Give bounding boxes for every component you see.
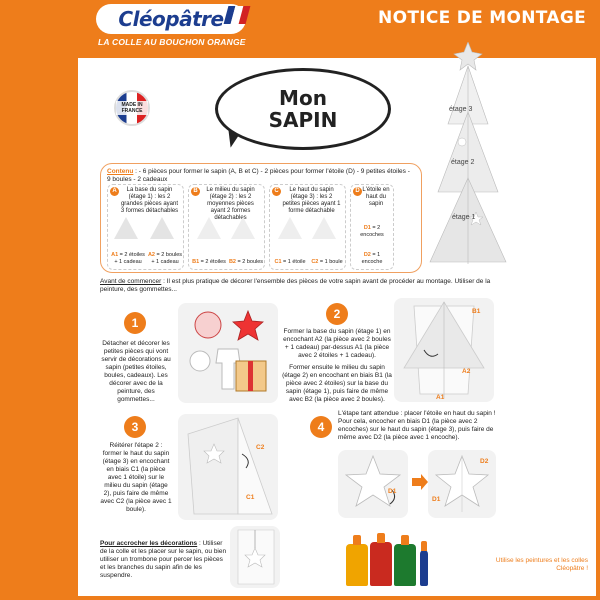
orange-right-band xyxy=(596,0,600,600)
part-title: Le haut du sapin (étage 3) : les 2 petites pièces ayant 1 forme détachable xyxy=(282,187,341,214)
intro-label: Avant de commencer xyxy=(100,278,162,285)
part-title: La base du sapin (étage 1) : les 2 grandes pièces ayant 3 formes détachables xyxy=(120,187,179,214)
step-3-number: 3 xyxy=(124,416,146,438)
step-3-text: Réitérer l'étape 2 : former le haut du sapin (étage 3) en encochant en biais C1 (la pièce avec 1 étoile) sur le milieu du sapin (étage 2), puis faire de même avec C2 (la pièce avec 1 boule). xyxy=(100,442,172,513)
part-a2-shape xyxy=(150,217,174,239)
part-piece-2: D2 = 1 encoche xyxy=(361,252,383,265)
part-piece-1: C1 = 1 étoile xyxy=(274,258,306,265)
parts-list xyxy=(107,184,394,270)
intro-note xyxy=(100,278,492,294)
step-2-text-a: Former la base du sapin (étage 1) en encochant A2 (la pièce avec 2 boules + 1 cadeau) par-dessus A1 (la pièce avec 2 étoiles + 1 cadeau). xyxy=(283,328,391,359)
part-a1-shape xyxy=(114,217,138,239)
decoration-label: Pour accrocher les décorations xyxy=(100,540,198,547)
step-1-illustration xyxy=(178,303,278,403)
label-a2: A2 xyxy=(462,368,471,375)
part-card-b xyxy=(188,184,265,270)
title-bubble xyxy=(215,68,391,150)
part-piece-2: B2 = 2 boules xyxy=(228,258,264,265)
tree-label-level-1: étage 1 xyxy=(452,214,476,221)
paint-bottle-green xyxy=(394,544,416,586)
orange-bottom-band xyxy=(0,596,600,600)
label-a1: A1 xyxy=(436,394,445,401)
paint-bottle-orange xyxy=(346,544,368,586)
step-4-illustration-a xyxy=(338,450,408,518)
part-letter-badge: D xyxy=(353,187,362,196)
tree-label-level-2: étage 2 xyxy=(451,159,475,166)
decoration-illustration xyxy=(230,526,280,588)
part-piece-1: B1 = 2 étoiles xyxy=(192,258,226,265)
label-d1-b: D1 xyxy=(432,496,441,503)
part-letter-badge: A xyxy=(110,187,119,196)
tree-label-level-3: étage 3 xyxy=(449,106,473,113)
glue-stick xyxy=(420,550,428,586)
brand-tagline: LA COLLE AU BOUCHON ORANGE xyxy=(98,37,246,47)
contents-header xyxy=(107,168,415,184)
label-b1: B1 xyxy=(472,308,481,315)
part-b1-shape xyxy=(197,217,221,239)
part-b2-shape xyxy=(231,217,255,239)
brand-logo xyxy=(96,4,246,34)
part-piece-2: A2 = 2 boules + 1 cadeau xyxy=(147,252,183,265)
contents-box xyxy=(100,163,422,273)
part-piece-1: D1 = 2 encoches xyxy=(360,225,384,238)
step-4-number: 4 xyxy=(310,416,332,438)
assembled-tree-illustration xyxy=(428,42,508,274)
orange-left-band xyxy=(0,0,78,600)
label-d2: D2 xyxy=(480,458,489,465)
label-c2: C2 xyxy=(256,444,265,451)
brand-name: Cléopâtre xyxy=(118,7,224,31)
step-2-text-b: Former ensuite le milieu du sapin (étage 2) en encochant en biais B1 (la pièce avec 2 étoiles) sur la base du sapin (étage 1), puis faire de même avec B2 (la pièce avec 2 boules). xyxy=(282,364,392,403)
part-piece-2: C2 = 1 boule xyxy=(311,258,343,265)
bubble-title-line2: SAPIN xyxy=(268,108,338,132)
decoration-text: : Utiliser de la colle et les placer sur le sapin, ou bien utiliser un trombone pour percer les pièces et les branches du sapin afin de les suspendre. xyxy=(100,540,227,579)
part-piece-1: A1 = 2 étoiles + 1 cadeau xyxy=(111,252,145,265)
part-c1-shape xyxy=(278,217,302,239)
badge-text: MADE IN FRANCE xyxy=(116,101,148,115)
contents-label: Contenu xyxy=(107,168,134,175)
step-1-text: Détacher et décorer les petites pièces qui vont servir de décorations au sapin (petites étoiles, boules, cadeaux). Les décorer avec de la peinture, des gommettes... xyxy=(101,340,171,403)
made-in-france-badge xyxy=(114,90,150,126)
step-1-number: 1 xyxy=(124,312,146,334)
label-c1: C1 xyxy=(246,494,255,501)
contents-text: : - 6 pièces pour former le sapin (A, B et C) - 2 pièces pour former l'étoile (D) - 9 petites étoiles - 9 boules - 2 cadeaux xyxy=(107,168,410,183)
arrow-right-icon xyxy=(412,474,428,490)
bubble-title-line1: Mon xyxy=(279,86,327,110)
page-title: NOTICE DE MONTAGE xyxy=(378,8,586,28)
decoration-note xyxy=(100,540,230,580)
step-4-text: L'étape tant attendue : placer l'étoile en haut du sapin ! Pour cela, encocher en biais D1 (la pièce avec 2 encoches) sur le haut du sapin (étage 3), puis faire de même avec D2 (la pièce avec 1 encoche). xyxy=(338,410,496,441)
part-title: Le milieu du sapin (étage 2) : les 2 moyennes pièces ayant 2 formes détachables xyxy=(206,187,255,221)
part-card-d xyxy=(350,184,394,270)
paint-bottle-red xyxy=(370,542,392,586)
part-letter-badge: C xyxy=(272,187,281,196)
part-letter-badge: B xyxy=(191,187,200,196)
footer-note: Utilise les peintures et les colles Cléopâtre ! xyxy=(495,557,588,572)
intro-text: : Il est plus pratique de décorer l'ensemble des pièces de votre sapin avant de procéder au montage. Utiliser de la peinture, des gommettes... xyxy=(100,278,491,293)
part-card-a xyxy=(107,184,184,270)
part-card-c xyxy=(269,184,346,270)
part-c2-shape xyxy=(312,217,336,239)
step-3-illustration xyxy=(178,414,278,520)
step-2-number: 2 xyxy=(326,303,348,325)
part-title: L'étoile en haut du sapin xyxy=(362,187,390,207)
label-d1-a: D1 xyxy=(388,488,397,495)
